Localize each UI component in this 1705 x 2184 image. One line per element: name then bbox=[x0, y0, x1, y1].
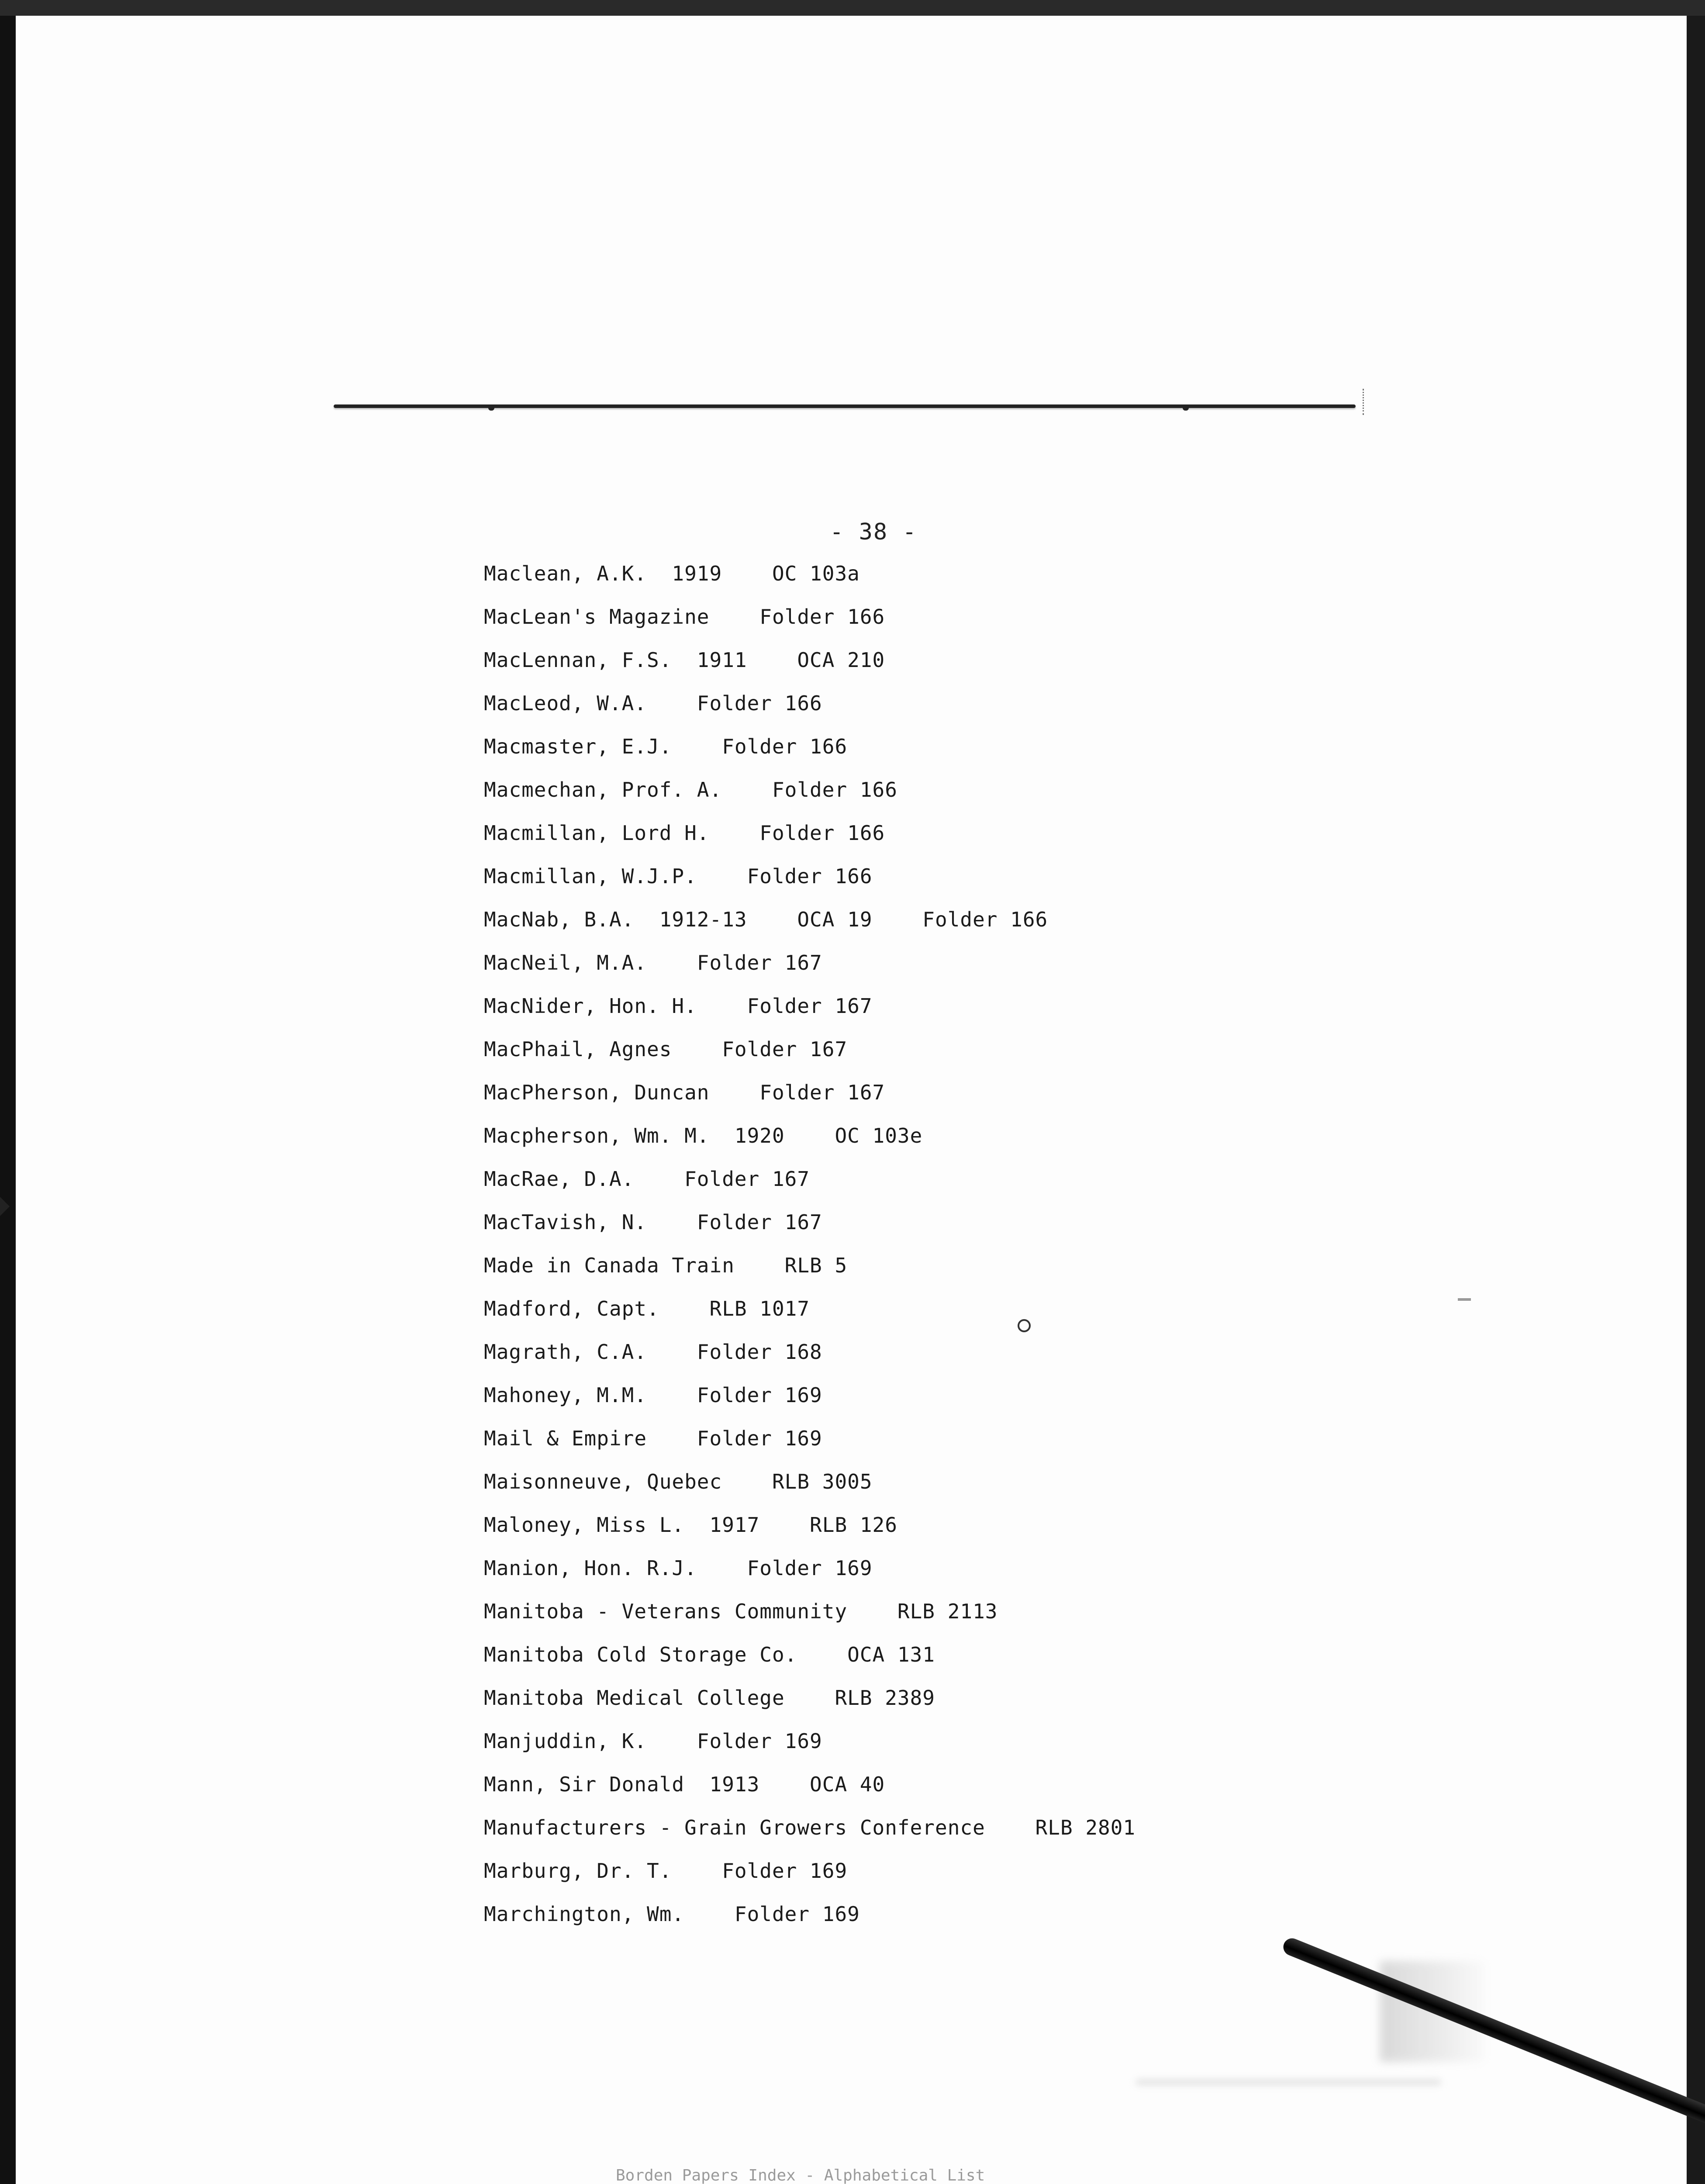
index-entry: Manufacturers - Grain Growers Conference RLB 2801 bbox=[484, 1816, 1136, 1839]
header-rule-tick bbox=[1183, 405, 1189, 411]
footer-caption: Borden Papers Index - Alphabetical List bbox=[616, 2167, 985, 2184]
index-entry: MacNider, Hon. H. Folder 167 bbox=[484, 994, 873, 1018]
index-entry: Macmaster, E.J. Folder 166 bbox=[484, 735, 848, 758]
index-entry: MacLeod, W.A. Folder 166 bbox=[484, 691, 822, 715]
index-entries-list bbox=[484, 559, 1136, 1943]
index-entry: Macmillan, W.J.P. Folder 166 bbox=[484, 864, 873, 888]
header-rule-tick bbox=[488, 405, 494, 411]
index-entry: Maloney, Miss L. 1917 RLB 126 bbox=[484, 1513, 897, 1537]
index-entry: Macpherson, Wm. M. 1920 OC 103e bbox=[484, 1124, 923, 1147]
index-entry: Mahoney, M.M. Folder 169 bbox=[484, 1383, 822, 1407]
index-entry: Macmechan, Prof. A. Folder 166 bbox=[484, 778, 897, 802]
page-number: - 38 - bbox=[830, 519, 917, 545]
index-entry: Macmillan, Lord H. Folder 166 bbox=[484, 821, 885, 845]
index-entry: Manitoba - Veterans Community RLB 2113 bbox=[484, 1600, 998, 1623]
index-entry: MacPhail, Agnes Folder 167 bbox=[484, 1037, 848, 1061]
index-entry: MacTavish, N. Folder 167 bbox=[484, 1210, 822, 1234]
index-entry: Maisonneuve, Quebec RLB 3005 bbox=[484, 1470, 873, 1493]
scan-right-border bbox=[1687, 16, 1705, 2184]
index-entry: MacPherson, Duncan Folder 167 bbox=[484, 1081, 885, 1104]
scan-top-border bbox=[0, 0, 1705, 16]
index-entry: Made in Canada Train RLB 5 bbox=[484, 1254, 848, 1277]
index-entry: Magrath, C.A. Folder 168 bbox=[484, 1340, 822, 1364]
index-entry: Manion, Hon. R.J. Folder 169 bbox=[484, 1556, 873, 1580]
index-entry: Madford, Capt. RLB 1017 bbox=[484, 1297, 810, 1320]
index-entry: Mail & Empire Folder 169 bbox=[484, 1427, 822, 1450]
index-entry: Marburg, Dr. T. Folder 169 bbox=[484, 1859, 848, 1883]
index-entry: Maclean, A.K. 1919 OC 103a bbox=[484, 562, 860, 585]
index-entry: MacNab, B.A. 1912-13 OCA 19 Folder 166 bbox=[484, 908, 1048, 931]
scan-smudge bbox=[1136, 2079, 1441, 2085]
scan-left-notch bbox=[0, 1197, 10, 1216]
index-entry: MacNeil, M.A. Folder 167 bbox=[484, 951, 822, 975]
index-entry: MacLean's Magazine Folder 166 bbox=[484, 605, 885, 629]
pencil-mark bbox=[1363, 389, 1369, 415]
ink-mark bbox=[1018, 1319, 1031, 1332]
index-entry: MacLennan, F.S. 1911 OCA 210 bbox=[484, 648, 885, 672]
ink-mark bbox=[1458, 1298, 1471, 1301]
index-entry: Manjuddin, K. Folder 169 bbox=[484, 1729, 822, 1753]
index-entry: MacRae, D.A. Folder 167 bbox=[484, 1167, 810, 1191]
index-entry: Mann, Sir Donald 1913 OCA 40 bbox=[484, 1773, 885, 1796]
index-entry: Manitoba Medical College RLB 2389 bbox=[484, 1686, 935, 1710]
index-entry: Marchington, Wm. Folder 169 bbox=[484, 1902, 860, 1926]
header-rule bbox=[334, 404, 1356, 408]
index-entry: Manitoba Cold Storage Co. OCA 131 bbox=[484, 1643, 935, 1666]
